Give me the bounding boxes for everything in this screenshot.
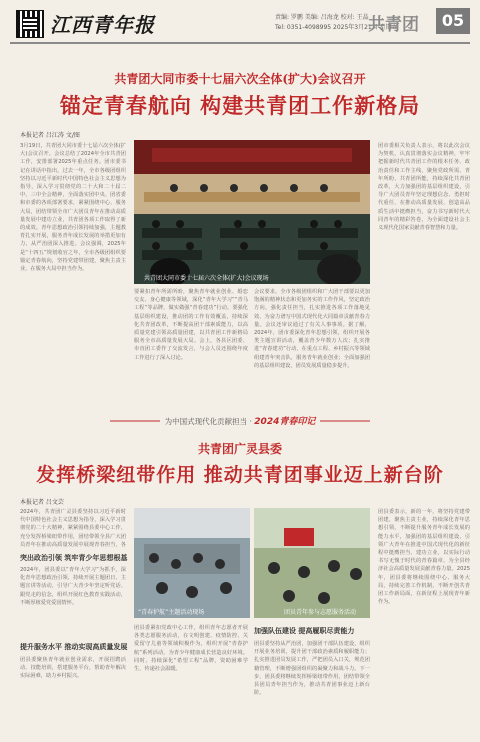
article2-body-col1c: 团县委聚焦青年就业创业需求，开展招聘活动、技能培训，搭建服务平台，帮助青年解决实际困难，助力乡村振兴。 (20, 657, 126, 680)
article1-body-col1: 3月19日，共青团大同市委十七届六次全体(扩大)会议召开。会议总结了2024年全市共青团工作，安排部署2025年重点任务。团市委书记在讲话中指出，过去一年，全市各级团组织坚持以习近平新时代中国特色社会主义思想为指导，深入学习贯彻党的二十大和二十届二中、三中全会精神，全面落实团中央、团省委和市委的各项部署要求，紧紧围绕中心、服务大局，团结带领全市广大团员青年在推动高质量发展中建功立业，共青团各项工作取得了新的成效。青年思想政治引领持续加强，主题教育扎实开展，服务青年成长发展的举措更加有力，从严治团深入推进。会议强调，2025年是“十四五”规划收官之年，全市各级团组织要锚定青春航向，坚持党建带团建，聚焦主责主业，在服务大局中担当作为。 (20, 143, 126, 273)
page-number: 05 (436, 8, 470, 34)
newspaper-logo: 江西青年报 (50, 13, 155, 37)
article2-photo-caption-right: 团员青年参与志愿服务活动 (284, 609, 357, 616)
banner-highlight: 2024青春印记 (254, 417, 316, 427)
article1-headline: 锚定青春航向 构建共青团工作新格局 (59, 93, 421, 118)
article1-kicker: 共青团大同市委十七届六次全体(扩大)会议召开 (114, 72, 366, 86)
article1-byline: 本报记者 吕江涛 文/图 (20, 132, 80, 139)
article2-body-col1b: 2024年，团县委以“青年大学习”为抓手，深化青年思想政治引领，持续开展主题团日、主题宣讲等活动，引导广大青少年坚定听党话、跟党走的信念，组织开展红色教育实践活动，不断厚植爱党爱国情怀。 (20, 567, 126, 606)
article2-body-col1: 2024年，共青团广灵县委坚持以习近平新时代中国特色社会主义思想为指导，深入学习贯彻党的二十大精神，紧紧围绕县委中心工作，充分发挥桥梁纽带作用，团结带领全县广大团员青年在推动高质量发展中展现青春担当，各 (20, 509, 126, 548)
article1-photo (134, 140, 370, 284)
activity-photos (134, 508, 370, 618)
article2-body-col3: 团县委坚持从严治团，加强团干部队伍建设，组织开展业务培训，提升团干部政治素质和履职能力；扎实推进团员发展工作，严把团员入口关，规范团籍管理，不断增强团组织的凝聚力和战斗力。下一步，团县委将继续发挥桥梁纽带作用，团结带领全县团员青年担当作为，推动共青团事业迈上新台阶。 (254, 641, 370, 697)
article1-photo-caption: 共青团大同市委十七届六次全体(扩大)会议现场 (144, 275, 269, 282)
section-title: 共青团 (368, 15, 419, 35)
article2-subhead3: 加强队伍建设 提高履职尽责能力 (254, 627, 355, 635)
article2-photo-caption-left: “青春护航”主题活动现场 (138, 609, 205, 616)
article2-subhead1: 突出政治引领 筑牢青少年思想根基 (20, 554, 128, 562)
masthead-credits: 责编: 罗鹏 美编: 吕海龙 校对: 王晶 (275, 14, 369, 21)
banner-prefix: 为中国式现代化贡献担当 · (164, 417, 255, 426)
article2-kicker: 共青团广灵县委 (197, 442, 282, 456)
article1-body-col4: 团市委相关负责人表示，将以此次会议为契机，认真贯彻落实会议精神，牢牢把握新时代共青团工作的根本任务、政治责任和工作主线，聚焦党政所需、青年所盼、共青团所能，持续深化共青团改革，大力加强团的基层组织建设，引导广大团员青年坚定理想信念、勇担时代重任，在推动高质量发展、创造高品质生活中挺膺担当，奋力书写新时代大同青年的精彩答卷，为全面建设社会主义现代化国家贡献青春智慧和力量。 (378, 143, 470, 232)
article1-body-col3: 会议要求，全市各级团组织和广大团干部要以更加饱满的精神状态和更加务实的工作作风，坚定政治方向，强化责任担当，扎实推进各项工作落地见效，为奋力谱写中国式现代化大同篇章贡献青春力量。会议还审议通过了有关人事事项。据了解，2024年，团市委深化青年思想引领，组织开展各类主题宣讲活动，覆盖青少年数万人次；扎实推进“青春建功”行动，在重点工程、乡村振兴等领域组建青年突击队，服务青年就业创业；全面加强团的基层组织建设，团员发展质量稳步提升。 (254, 289, 370, 369)
article2-byline: 本报记者 吕文芸 (20, 499, 64, 506)
article2-body-col2: 团县委紧扣党政中心工作，组织青年志愿者开展各类志愿服务活动，在文明创建、疫情防控、关爱留守儿童等领域积极作为，组织开展“青春护航”系列活动，为青少年健康成长营造良好环境。同时，持续深化“希望工程”品牌，资助困难学生，传递社会温暖。 (134, 625, 248, 673)
article2-headline: 发挥桥梁纽带作用 推动共青团事业迈上新台阶 (36, 464, 444, 486)
article1-body-col2: 要紧扣青年所需所盼，聚焦青年就业创业、婚恋交友、身心健康等领域，深化“青年大学习”“青马工程”等品牌，做实做强“青春建功”行动。要强化基层组织建设，推动团的工作有效覆盖，持续深化共青团改革，不断提高团干部素质能力，以高质量党建引领高质量团建，以共青团工作新格局服务全市高质量发展大局。会上，各县区团委、市直团工委作了交流发言，与会人员还围绕年度工作进行了深入讨论。 (134, 289, 248, 361)
masthead-date: Tel: 0351-4098995 2025年3月21日 星期五 (275, 24, 398, 31)
article2-subhead2: 提升服务水平 推动实现高质量发展 (20, 643, 128, 651)
header-divider (10, 42, 470, 44)
qr-code-icon (16, 10, 44, 38)
banner-text (0, 414, 480, 427)
article2-body-col4: 团县委表示，新的一年，将坚持党建带团建，聚焦主责主业，持续深化青年思想引领，不断提升服务青年成长发展的能力水平，加强团的基层组织建设，引领广大青年在推进中国式现代化的新征程中挺膺担当、建功立业，以实际行动书写无愧于时代的青春篇章，为全县经济社会高质量发展贡献青春力量。2025年，团县委将继续围绕中心、服务大局，持续完善工作机制，不断开创共青团工作新局面，在新征程上展现青年新作为。 (378, 509, 470, 606)
meeting-photo (134, 140, 370, 284)
article2-photos (134, 508, 370, 618)
